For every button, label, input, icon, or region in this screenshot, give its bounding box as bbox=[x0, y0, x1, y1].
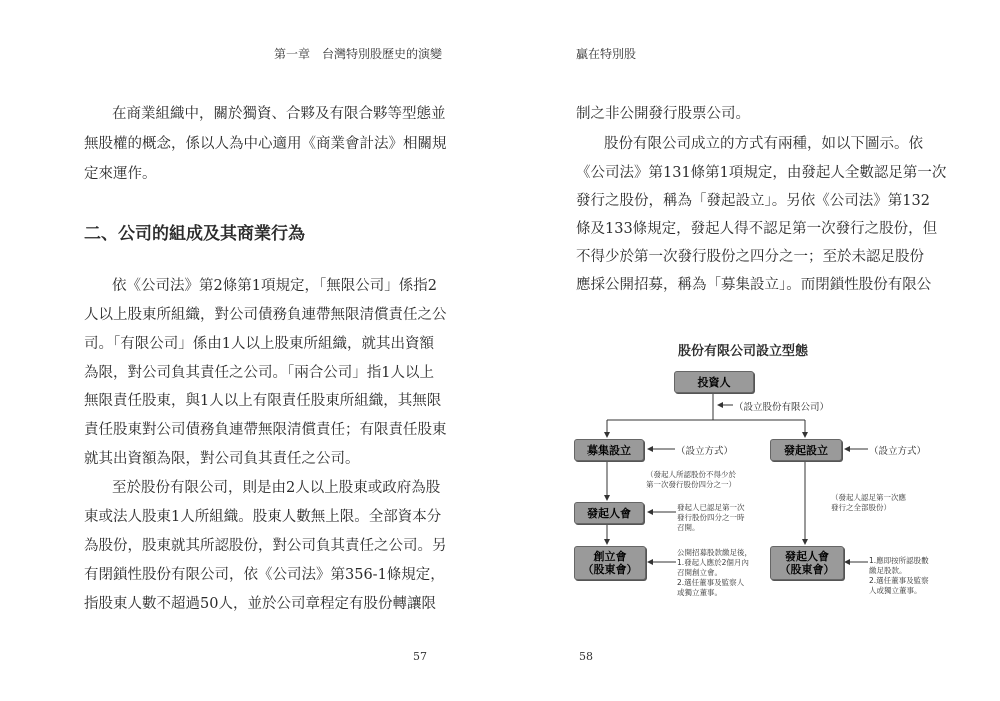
box-line: 發起人會 bbox=[785, 550, 829, 563]
promoter-setup-note bbox=[831, 493, 906, 513]
text-line: 在商業組織中，關於獨資、合夥及有限合夥等型態並 bbox=[112, 106, 446, 122]
promoter-meeting2-box bbox=[770, 546, 844, 580]
fundraise-note bbox=[646, 470, 736, 490]
note-line: （發起人認足第一次應 bbox=[831, 493, 906, 502]
page-number: 58 bbox=[579, 650, 593, 663]
note-line: 召開。 bbox=[677, 523, 700, 532]
founding-meeting-box bbox=[574, 546, 646, 580]
box-line: （股東會） bbox=[779, 563, 835, 576]
fundraise-setup-label: （設立方式） bbox=[676, 446, 734, 457]
note-line: 繳足股款。 bbox=[869, 566, 907, 575]
box-line: 創立會 bbox=[593, 550, 627, 563]
text-line: 東或法人股東1人所組織。股東人數無上限。全部資本分 bbox=[84, 509, 442, 525]
promoter-setup-box: 發起設立 bbox=[770, 439, 842, 461]
text-line: 不得少於第一次發行股份之四分之一；至於未認足股份 bbox=[576, 249, 924, 265]
text-line: 為限，對公司負其責任之公司。「兩合公司」指1人以上 bbox=[84, 365, 434, 381]
note-line: 第一次發行股份四分之一） bbox=[646, 480, 736, 489]
text-line: 《公司法》第131條第1項規定，由發起人全數認足第一次 bbox=[576, 165, 947, 181]
note-line: 1.應即按所認股數 bbox=[869, 556, 929, 565]
note-line: 人或獨立董事。 bbox=[869, 586, 922, 595]
box-line: （股東會） bbox=[582, 563, 638, 576]
note-line: 召開創立會。 bbox=[677, 568, 722, 577]
note-line: 公開招募股款繳足後， bbox=[677, 548, 752, 557]
chapter-header: 第一章 台灣特別股歷史的演變 bbox=[273, 47, 442, 61]
text-line: 司。「有限公司」係由1人以上股東所組織，就其出資額 bbox=[84, 336, 434, 352]
text-line: 至於股份有限公司，則是由2人以上股東或政府為股 bbox=[112, 480, 441, 496]
note-line: 或獨立董事。 bbox=[677, 588, 722, 597]
text-line: 為股份，股東就其所認股份，對公司負其責任之公司。另 bbox=[84, 538, 447, 554]
note-line: 2.選任董事及監察人 bbox=[677, 578, 745, 587]
note-line: 發行之全部股份） bbox=[831, 503, 891, 512]
investor-box: 投資人 bbox=[674, 371, 754, 393]
founding-meeting-note bbox=[677, 548, 752, 598]
text-line: 指股東人數不超過50人，並於公司章程定有股份轉讓限 bbox=[84, 596, 436, 612]
text-line: 發行之股份，稱為「發起設立」。另依《公司法》第132 bbox=[576, 193, 930, 209]
promoter-meeting-note bbox=[677, 503, 745, 533]
note-line: 2.選任董事及監察 bbox=[869, 576, 929, 585]
text-line: 人以上股東所組織，對公司債務負連帶無限清償責任之公 bbox=[84, 307, 447, 323]
text-line: 定來運作。 bbox=[84, 166, 157, 182]
text-line: 無限責任股東，與1人以上有限責任股東所組織，其無限 bbox=[84, 393, 442, 409]
text-line: 依《公司法》第2條第1項規定，「無限公司」係指2 bbox=[112, 278, 437, 294]
text-line: 有閉鎖性股份有限公司，依《公司法》第356-1條規定， bbox=[84, 567, 445, 583]
investor-label: （設立股份有限公司） bbox=[734, 402, 830, 413]
right-page bbox=[500, 0, 1000, 701]
text-line: 制之非公開發行股票公司。 bbox=[576, 106, 750, 122]
note-line: 發行股份四分之一時 bbox=[677, 513, 745, 522]
section-heading: 二、公司的組成及其商業行為 bbox=[84, 224, 305, 244]
note-line: 發起人已認足第一次 bbox=[677, 503, 745, 512]
promoter-meeting-box: 發起人會 bbox=[574, 502, 644, 524]
promoter-setup-label: （設立方式） bbox=[869, 446, 927, 457]
fundraise-setup-box: 募集設立 bbox=[574, 439, 644, 461]
text-line: 條及133條規定，發起人得不認足第一次發行之股份，但 bbox=[576, 221, 938, 237]
diagram-title: 股份有限公司設立型態 bbox=[678, 344, 809, 359]
note-line: 1.發起人應於2個月內 bbox=[677, 558, 749, 567]
note-line: （發起人所認股份不得少於 bbox=[646, 470, 736, 479]
book-title-header: 贏在特別股 bbox=[576, 47, 637, 61]
text-line: 責任股東對公司債務負連帶無限清償責任；有限責任股東 bbox=[84, 422, 447, 438]
text-line: 應採公開招募，稱為「募集設立」。而閉鎖性股份有限公 bbox=[576, 277, 932, 293]
promoter-meeting2-note bbox=[869, 556, 929, 596]
page-number: 57 bbox=[413, 650, 427, 663]
text-line: 無股權的概念，係以人為中心適用《商業會計法》相關規 bbox=[84, 136, 447, 152]
text-line: 就其出資額為限，對公司負其責任之公司。 bbox=[84, 451, 360, 467]
text-line: 股份有限公司成立的方式有兩種，如以下圖示。依 bbox=[604, 136, 923, 152]
